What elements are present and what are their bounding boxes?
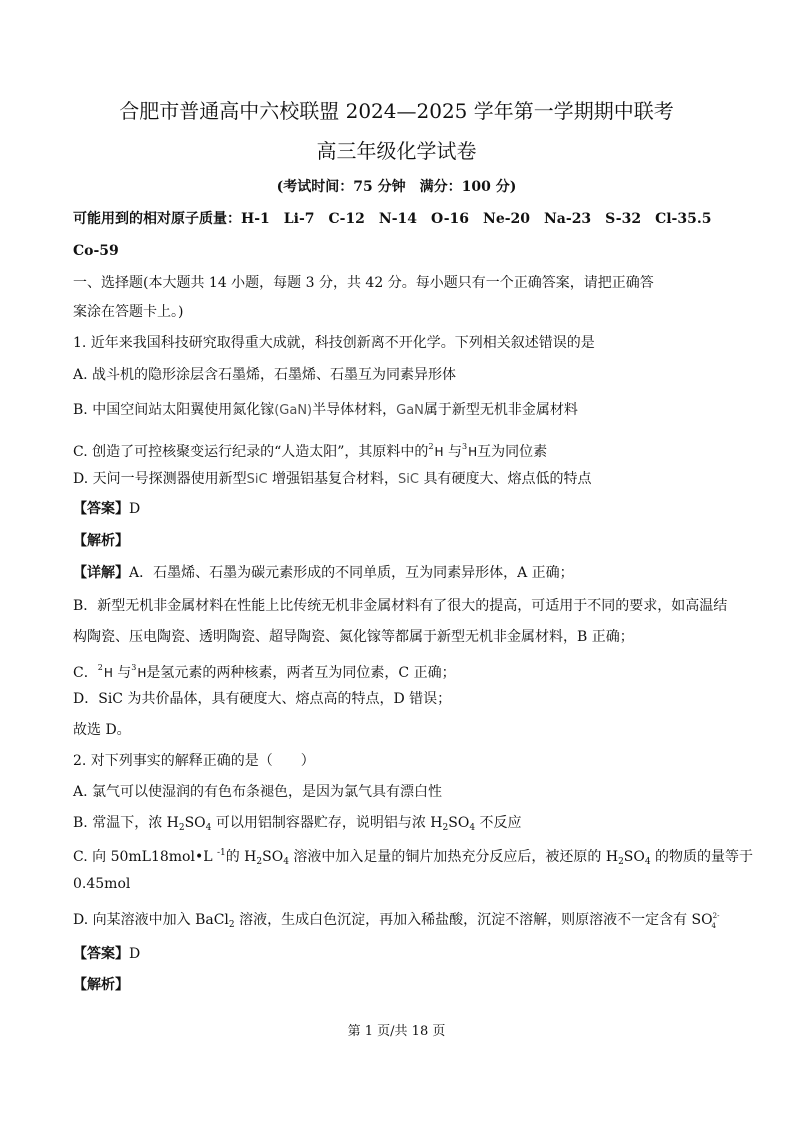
ion-index: 4: [711, 922, 716, 930]
section-heading-line1: 一、选择题(本大题共 14 小题，每题 3 分，共 42 分。每小题只有一个正确答案，请把正确答: [73, 275, 654, 291]
q2-option-d-text: D. 向某溶液中加入 BaCl: [73, 912, 229, 928]
q1-option-c-text2: 与: [448, 444, 463, 460]
detail-c-text2: 与: [117, 665, 132, 681]
detail-c-text: C．: [73, 665, 98, 681]
isotope-mass: 3: [131, 663, 137, 672]
q1-option-d-text2: 增强铝基复合材料，: [272, 471, 399, 487]
subscript: 2: [178, 823, 185, 833]
subscript: 4: [644, 857, 651, 867]
isotope-mass: 3: [462, 442, 468, 451]
isotope-h3: [462, 437, 477, 462]
answer-value: D: [129, 946, 141, 962]
answer-tag: 【答案】: [73, 946, 129, 962]
q1-detail-a: [73, 563, 733, 583]
atomic-masses-line1: 可能用到的相对原子质量：H-1 Li-7 C-12 N-14 O-16 Ne-20 Na-23 S-32 Cl-35.5: [73, 211, 712, 227]
q1-conclusion: 故选 D。: [73, 722, 131, 738]
isotope-symbol: H: [103, 666, 113, 680]
q1-option-d-text: D. 天问一号探测器使用新型: [73, 471, 247, 487]
isotope-mass: 2: [97, 663, 103, 672]
isotope-h2: [428, 437, 443, 462]
answer-value: D: [129, 501, 141, 517]
isotope-h3: [131, 658, 146, 683]
formula-part: SO: [623, 849, 645, 865]
q2-option-c-line2: 0.45mol: [73, 876, 131, 892]
detail-tag: 【详解】: [73, 565, 129, 581]
exam-title: 合肥市普通高中六校联盟 2024—2025 学年第一学期期中联考: [119, 99, 674, 123]
detail-c-text3: 是氢元素的两种核素，两者互为同位素，C 正确；: [146, 665, 456, 681]
q2-option-c-text2: 的 H: [225, 849, 257, 865]
q2-option-a: A. 氯气可以使湿润的有色布条褪色，是因为氯气具有漂白性: [73, 784, 443, 800]
detail-a-text: A．石墨烯、石墨为碳元素形成的不同单质，互为同素异形体，A 正确；: [129, 565, 574, 581]
q1-option-b-text: B. 中国空间站太阳翼使用氮化镓: [73, 402, 275, 418]
q1-detail-d: D．SiC 为共价晶体，具有硬度大、熔点高的特点，D 错误；: [73, 691, 452, 707]
q1-option-b-formula: (GaN): [274, 403, 313, 418]
isotope-symbol: H: [468, 445, 478, 459]
q1-option-d-text3: 具有硬度大、熔点低的特点: [423, 471, 592, 487]
q1-detail-b2: 构陶瓷、压电陶瓷、透明陶瓷、超导陶瓷、氮化镓等都属于新型无机非金属材料，B 正确；: [73, 629, 634, 645]
q1-option-b-text3: 属于新型无机非金属材料: [423, 402, 578, 418]
formula-part: SO: [184, 815, 206, 831]
q2-option-c: [73, 843, 754, 872]
q1-option-d-formula2: SiC: [398, 472, 419, 487]
q2-option-b-text2: 可以用铝制容器贮存，说明铝与浓 H: [211, 815, 443, 831]
formula-part: SO: [448, 815, 470, 831]
superscript: -1: [216, 848, 226, 858]
q2-option-c-text4: 的物质的量等于: [650, 849, 754, 865]
subscript: 2: [256, 857, 263, 867]
isotope-mass: 2: [428, 442, 434, 451]
subscript: 4: [283, 857, 289, 867]
q1-option-c: [73, 437, 733, 462]
q1-option-b: [73, 400, 733, 421]
q2-option-d-text2: 溶液，生成白色沉淀，再加入稀盐酸，沉淀不溶解，则原溶液不一定含有 SO: [234, 912, 713, 928]
q2-option-b-text3: 不反应: [475, 815, 522, 831]
page-footer: 第 1 页/共 18 页: [347, 1024, 446, 1039]
q2-option-c-text3: 溶液中加入足量的铜片加热充分反应后，被还原的 H: [288, 849, 619, 865]
exam-subtitle: 高三年级化学试卷: [316, 139, 477, 163]
analysis-tag: 【解析】: [73, 977, 129, 993]
ion-charge: 2-: [712, 912, 720, 920]
sulfate-ion: [713, 913, 724, 928]
q1-option-b-formula2: GaN: [396, 403, 424, 418]
isotope-h2: [98, 658, 113, 683]
q2-option-b: [73, 813, 733, 838]
isotope-symbol: H: [434, 445, 444, 459]
q1-option-b-text2: 半导体材料，: [312, 402, 397, 418]
answer-tag: 【答案】: [73, 501, 129, 517]
subscript: 4: [469, 823, 476, 833]
analysis-tag: 【解析】: [73, 533, 129, 549]
q1-option-d-formula: SiC: [246, 472, 268, 487]
atomic-masses-line2: Co-59: [73, 243, 119, 259]
q1-answer: [73, 499, 733, 519]
subscript: 2: [228, 920, 235, 930]
q1-option-c-text: C. 创造了可控核聚变运行纪录的“人造太阳”，其原料中的: [73, 444, 429, 460]
q2-option-d: [73, 910, 733, 935]
subscript: 4: [205, 823, 212, 833]
q1-analysis-tag: [73, 531, 733, 551]
section-heading-line2: 案涂在答题卡上。): [73, 304, 184, 320]
exam-info: (考试时间：75 分钟 满分：100 分): [276, 179, 517, 195]
q2-analysis-tag: [73, 975, 733, 995]
q1-detail-c: [73, 658, 733, 683]
q2-option-b-text: B. 常温下，浓 H: [73, 815, 179, 831]
formula-part: SO: [262, 849, 284, 865]
q1-detail-b1: B．新型无机非金属材料在性能上比传统无机非金属材料有了很大的提高，可适用于不同的要求，如高温结: [73, 598, 728, 614]
q1-option-d: [73, 469, 733, 490]
q1-option-c-text3: 互为同位素: [477, 444, 548, 460]
q2-stem: 2. 对下列事实的解释正确的是（ ）: [73, 753, 315, 769]
q1-option-a: A. 战斗机的隐形涂层含石墨烯，石墨烯、石墨互为同素异形体: [73, 367, 457, 383]
q2-option-c-text: C. 向 50mL18mol•L: [73, 849, 217, 865]
q1-stem: 1. 近年来我国科技研究取得重大成就，科技创新离不开化学。下列相关叙述错误的是: [73, 335, 595, 351]
subscript: 2: [442, 823, 449, 833]
q2-answer: [73, 944, 733, 964]
isotope-symbol: H: [137, 666, 147, 680]
subscript: 2: [618, 857, 624, 867]
